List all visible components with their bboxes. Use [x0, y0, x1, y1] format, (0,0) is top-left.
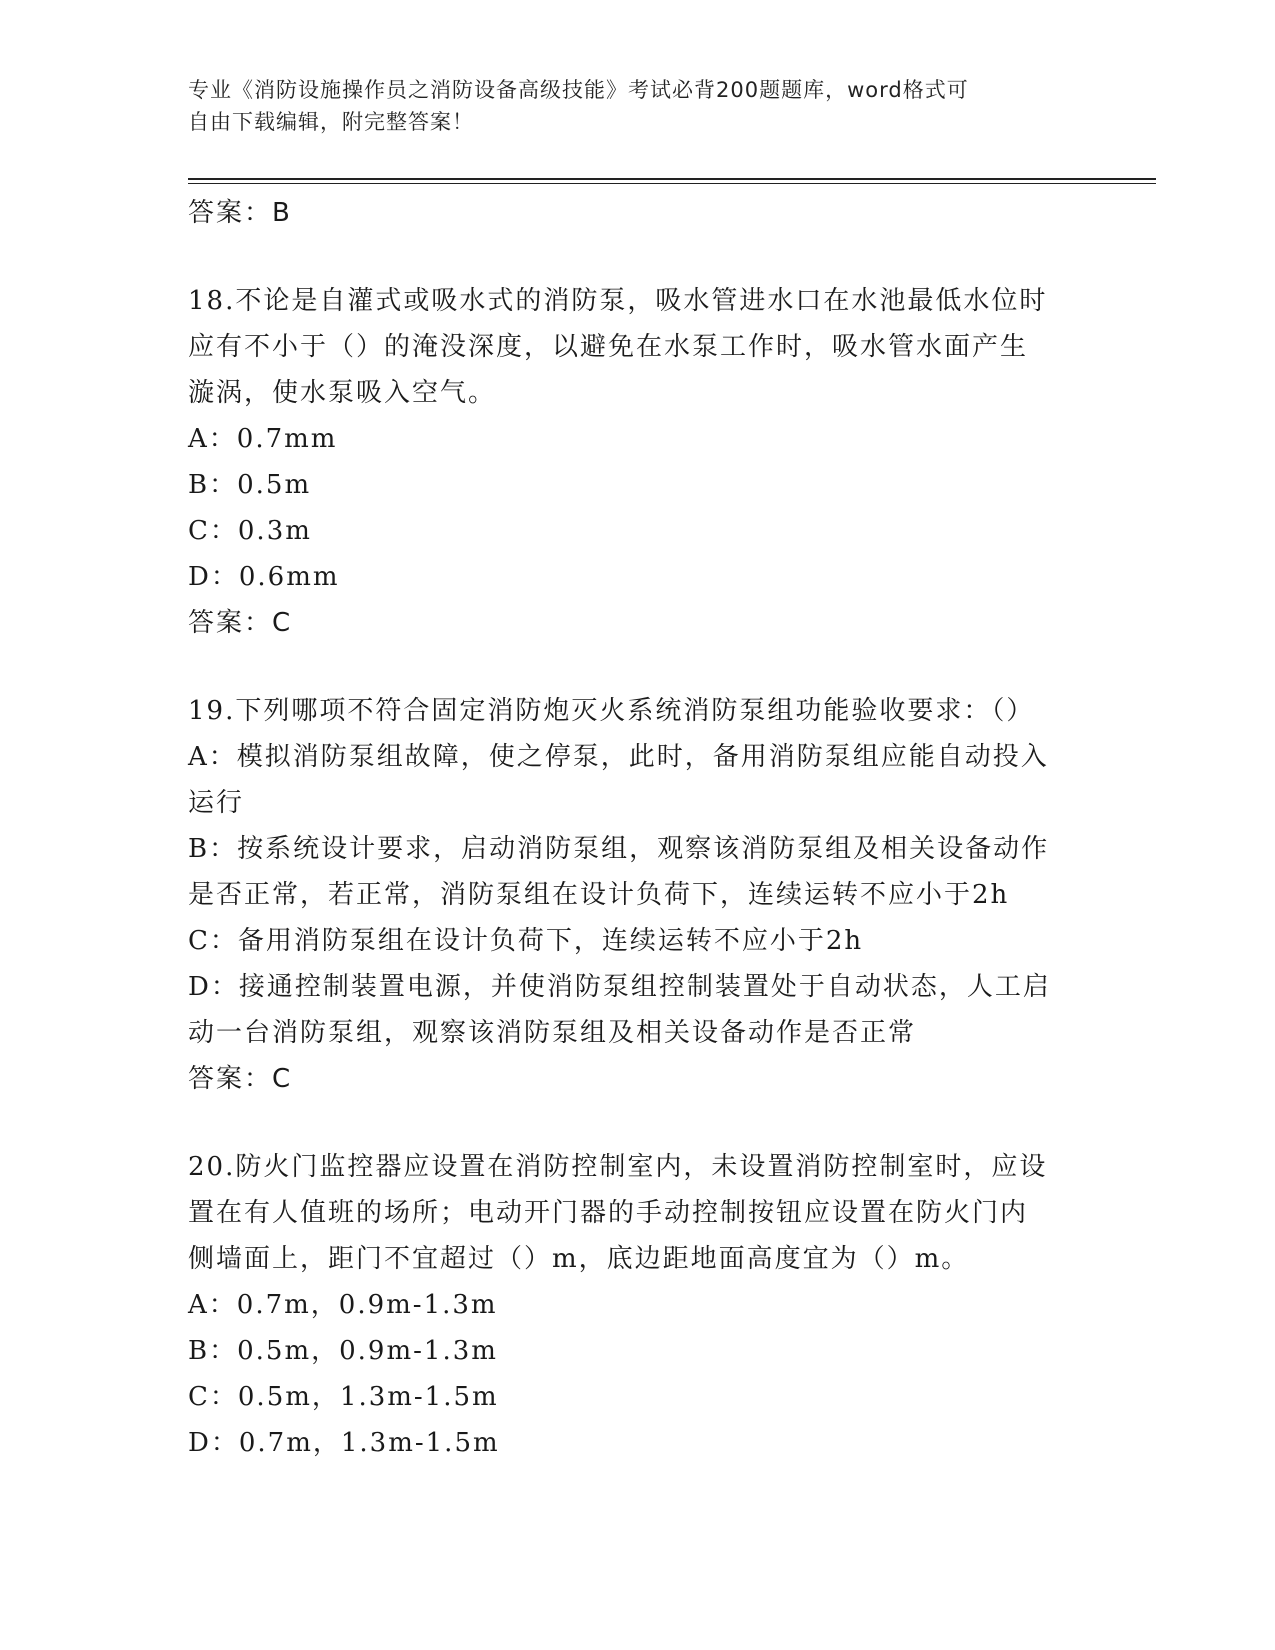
header-divider-thin	[188, 183, 1156, 184]
header-line-1: 专业《消防设施操作员之消防设备高级技能》考试必背200题题库，word格式可	[188, 78, 969, 102]
document-header	[188, 74, 1088, 138]
spacer	[188, 646, 1088, 688]
option-a-continued: 运行	[188, 788, 245, 818]
question-stem-line: 18.不论是自灌式或吸水式的消防泵，吸水管进水口在水池最低水位时	[188, 286, 1048, 316]
question-stem-line: 19.下列哪项不符合固定消防炮灭火系统消防泵组功能验收要求：（）	[188, 696, 1035, 726]
question-list	[188, 190, 1088, 1466]
question-stem-line: 漩涡，使水泵吸入空气。	[188, 378, 497, 408]
header-line-2: 自由下载编辑，附完整答案！	[188, 110, 474, 134]
question-20	[188, 1144, 1088, 1466]
answer: 答案：C	[188, 1064, 293, 1094]
option-a: A：模拟消防泵组故障，使之停泵，此时，备用消防泵组应能自动投入	[188, 742, 1049, 772]
option-c: C：备用消防泵组在设计负荷下，连续运转不应小于2h	[188, 926, 864, 956]
previous-answer: 答案：B	[188, 198, 292, 228]
question-19	[188, 688, 1088, 1102]
question-stem-line: 应有不小于（）的淹没深度，以避免在水泵工作时，吸水管水面产生	[188, 332, 1029, 362]
option-c: C：0.3m	[188, 516, 312, 546]
option-a: A：0.7mm	[188, 424, 338, 454]
header-divider-thick	[188, 178, 1156, 180]
option-c: C：0.5m，1.3m-1.5m	[188, 1382, 499, 1412]
option-d: D：0.7m，1.3m-1.5m	[188, 1428, 500, 1458]
spacer	[188, 236, 1088, 278]
option-b-continued: 是否正常，若正常，消防泵组在设计负荷下，连续运转不应小于2h	[188, 880, 1010, 910]
question-18	[188, 278, 1088, 646]
option-a: A：0.7m，0.9m-1.3m	[188, 1290, 498, 1320]
spacer	[188, 1102, 1088, 1144]
option-b: B：0.5m，0.9m-1.3m	[188, 1336, 498, 1366]
question-stem-line: 20.防火门监控器应设置在消防控制室内，未设置消防控制室时，应设	[188, 1152, 1048, 1182]
answer: 答案：C	[188, 608, 293, 638]
option-d: D：接通控制装置电源，并使消防泵组控制装置处于自动状态，人工启	[188, 972, 1051, 1002]
option-d-continued: 动一台消防泵组，观察该消防泵组及相关设备动作是否正常	[188, 1018, 917, 1048]
option-b: B：按系统设计要求，启动消防泵组，观察该消防泵组及相关设备动作	[188, 834, 1050, 864]
question-stem-line: 置在有人值班的场所；电动开门器的手动控制按钮应设置在防火门内	[188, 1198, 1029, 1228]
option-d: D：0.6mm	[188, 562, 340, 592]
question-stem-line: 侧墙面上，距门不宜超过（）m，底边距地面高度宜为（）m。	[188, 1244, 970, 1274]
option-b: B：0.5m	[188, 470, 312, 500]
